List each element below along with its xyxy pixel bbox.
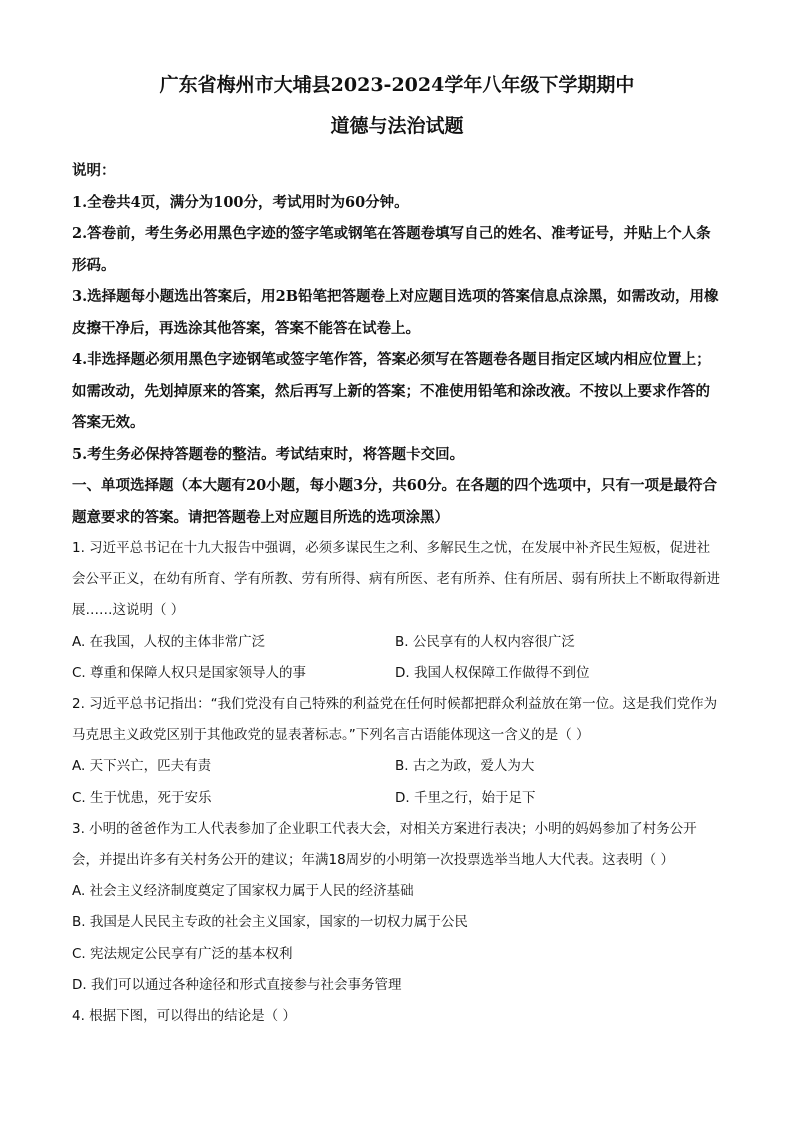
option-b: B. 我国是人民民主专政的社会主义国家，国家的一切权力属于公民: [72, 914, 468, 931]
option-b: B. 古之为政，爱人为大: [395, 758, 535, 775]
option-a: A. 在我国，人权的主体非常广泛: [72, 633, 266, 650]
option-row: [72, 627, 722, 658]
option-c: C. 生于忧患，死于安乐: [72, 789, 212, 806]
exam-page: [72, 72, 722, 1032]
option-c: C. 尊重和保障人权只是国家领导人的事: [72, 664, 307, 681]
question-stem: 1. 习近平总书记在十九大报告中强调，必须多谋民生之利、多解民生之忧，在发展中补齐民生短板，促进社会公平正义，在幼有所育、学有所教、劳有所得、病有所医、老有所养、住有所居、弱有所扶上不断取得新进展……这说明（ ）: [72, 540, 720, 619]
instructions-heading: 说明：: [72, 162, 116, 179]
option-d: D. 千里之行，始于足下: [395, 789, 536, 806]
option-d: D. 我们可以通过各种途径和形式直接参与社会事务管理: [72, 976, 402, 993]
instruction-item-4: 4.非选择题必须用黑色字迹钢笔或签字笔作答，答案必须写在答题卷各题目指定区域内相应位置上；如需改动，先划掉原来的答案，然后再写上新的答案；不准使用铅笔和涂改液。不按以上要求作答的答案无效。: [72, 351, 711, 431]
exam-title: 广东省梅州市大埔县2023-2024学年八年级下学期期中: [159, 74, 635, 96]
option-b: B. 公民享有的人权内容很广泛: [395, 633, 575, 650]
option-c: C. 宪法规定公民享有广泛的基本权利: [72, 945, 293, 962]
option-a: A. 天下兴亡，匹夫有责: [72, 758, 212, 775]
instruction-item-2: 2.答卷前，考生务必用黑色字迹的签字笔或钢笔在答题卷填写自己的姓名、准考证号，并贴上个人条形码。: [72, 225, 711, 274]
option-row: [72, 783, 722, 814]
question-4: [72, 1001, 722, 1032]
option-row: [72, 658, 722, 689]
section-heading: 一、单项选择题（本大题有20小题，每小题3分，共60分。在各题的四个选项中，只有一项是最符合题意要求的答案。请把答题卷上对应题目所选的选项涂黑）: [72, 477, 717, 526]
option-d: D. 我国人权保障工作做得不到位: [395, 664, 590, 681]
option-row: [72, 751, 722, 782]
instruction-item-5: 5.考生务必保持答题卷的整洁。考试结束时，将答题卡交回。: [72, 445, 465, 463]
question-stem: 2. 习近平总书记指出：“我们党没有自己特殊的利益党在任何时候都把群众利益放在第一位。这是我们党作为马克思主义政党区别于其他政党的显表著标志。”下列名言古语能体现这一含义的是（ ）: [72, 696, 718, 744]
option-a: A. 社会主义经济制度奠定了国家权力属于人民的经济基础: [72, 883, 414, 900]
instruction-item-3: 3.选择题每小题选出答案后，用2B铅笔把答题卷上对应题目选项的答案信息点涂黑，如需改动，用橡皮擦干净后，再选涂其他答案，答案不能答在试卷上。: [72, 288, 719, 337]
instruction-item-1: 1.全卷共4页，满分为100分，考试用时为60分钟。: [72, 193, 409, 211]
question-stem: 4. 根据下图，可以得出的结论是（ ）: [72, 1008, 296, 1025]
instructions: [72, 155, 722, 533]
question-1: [72, 533, 722, 689]
exam-subtitle: 道德与法治试题: [330, 115, 464, 137]
question-2: [72, 689, 722, 814]
question-stem: 3. 小明的爸爸作为工人代表参加了企业职工代表大会，对相关方案进行表决；小明的妈妈参加了村务公开会，并提出许多有关村务公开的建议；年满18周岁的小明第一次投票选举当地人大代表。这表明（ ）: [72, 820, 697, 869]
question-3: [72, 814, 722, 1001]
